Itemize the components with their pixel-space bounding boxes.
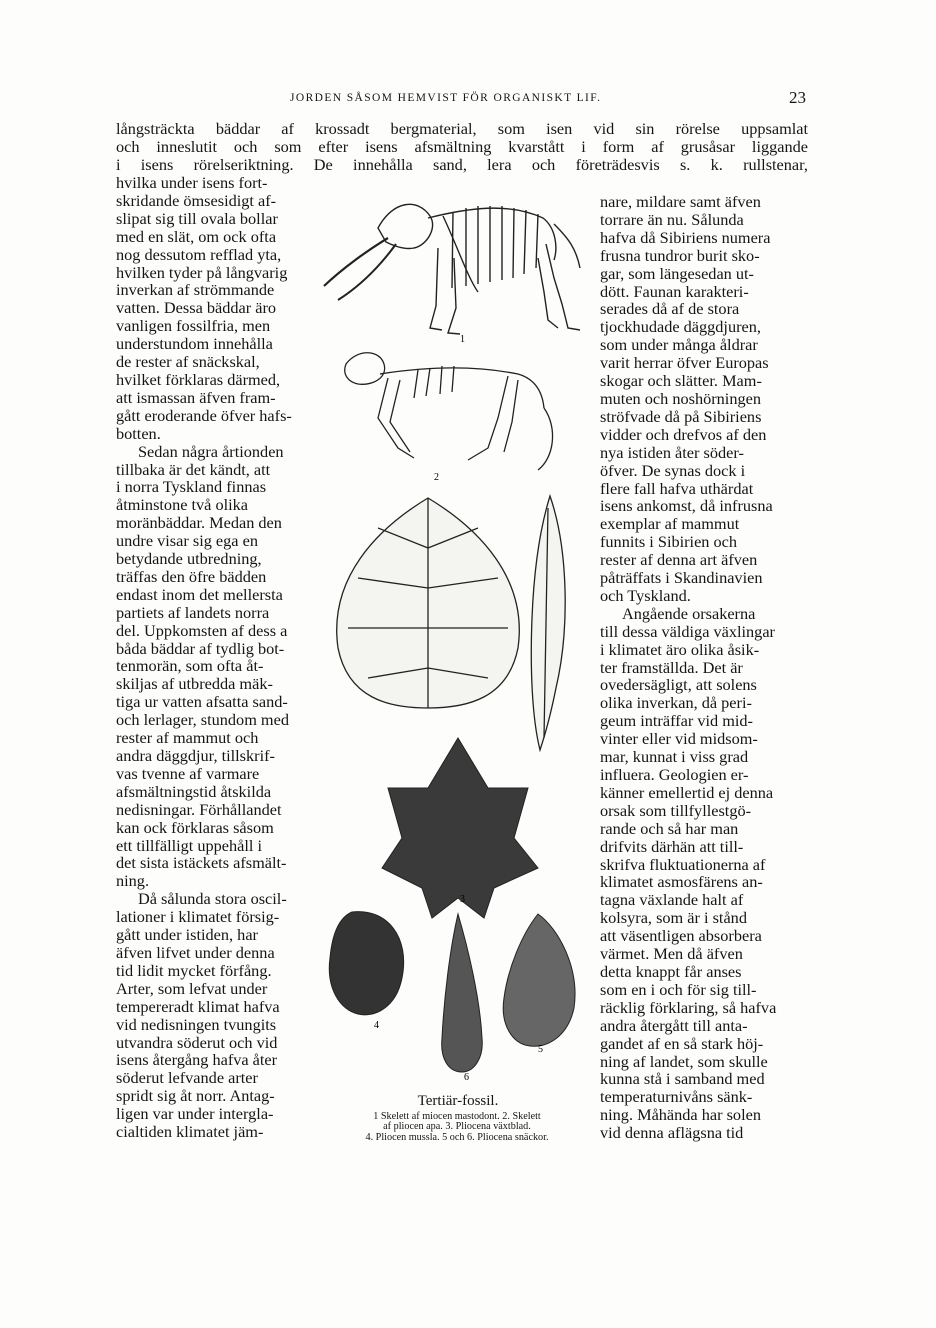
text-line: att väsentligen absorbera bbox=[600, 926, 762, 946]
text-line: serades då af de stora bbox=[600, 299, 740, 319]
text-line: nedisningar. Förhållandet bbox=[116, 799, 282, 819]
figure-number-4: 4 bbox=[374, 1020, 379, 1031]
text-line: att ismassan äfven fram- bbox=[116, 387, 276, 407]
text-line: moränbäddar. Medan den bbox=[116, 513, 282, 533]
text-line: nare, mildare samt äfven bbox=[600, 192, 761, 211]
text-line: båda bäddar af tydlig bot- bbox=[116, 638, 285, 658]
text-line: hafva då Sibiriens numera bbox=[600, 227, 771, 247]
text-line: torrare än nu. Sålunda bbox=[600, 209, 744, 229]
figure-caption bbox=[326, 1112, 588, 1143]
text-line: till dessa väldiga växlingar bbox=[600, 621, 775, 641]
text-line: vid denna aflägsna tid bbox=[600, 1123, 744, 1143]
text-line: skrifva fluktuationerna af bbox=[600, 854, 766, 874]
text-line: spridt sig åt norr. Antag- bbox=[116, 1086, 275, 1106]
text-line: öfver. De synas dock i bbox=[600, 460, 746, 480]
text-line: olika inverkan, då peri- bbox=[600, 693, 752, 713]
caption-line: af pliocen apa. 3. Pliocena växtblad. bbox=[383, 1121, 531, 1133]
text-line: isens återgång hafva åter bbox=[116, 1050, 278, 1070]
text-line: räcklig förklaring, så hafva bbox=[600, 997, 777, 1017]
text-line: Sedan några årtionden bbox=[138, 441, 284, 461]
text-line: del. Uppkomsten af dess a bbox=[116, 620, 288, 640]
fossil-illustration bbox=[318, 188, 596, 1088]
text-line: ett tillfälligt uppehåll i bbox=[116, 835, 263, 855]
text-line: afsmältningstid åtskilda bbox=[116, 781, 272, 801]
text-line: understundom innehålla bbox=[116, 334, 273, 354]
figure-title: Tertiär-fossil. bbox=[417, 1093, 499, 1109]
text-line: tjockhudade däggdjuren, bbox=[600, 317, 761, 337]
text-line: detta knappt får anses bbox=[600, 961, 742, 981]
text-line: exemplar af mammut bbox=[600, 514, 740, 534]
text-line: rester af mammut och bbox=[116, 728, 259, 748]
caption-line: 4. Pliocen mussla. 5 och 6. Pliocena snäckor. bbox=[365, 1131, 549, 1143]
text-line: Då sålunda stora oscil- bbox=[138, 889, 287, 909]
text-line: botten. bbox=[116, 423, 161, 443]
text-line: frusna tundror burit sko- bbox=[600, 245, 760, 265]
text-line: som under många åldrar bbox=[600, 335, 758, 355]
willow-leaf-illustration bbox=[531, 496, 565, 750]
figure-number-2: 2 bbox=[434, 472, 439, 483]
text-line: betydande utbredning, bbox=[116, 549, 262, 569]
text-line: påträffats i Skandinavien bbox=[600, 568, 763, 588]
text-line: skridande ömsesidigt af- bbox=[116, 190, 277, 210]
text-line: äfven lifvet under denna bbox=[116, 942, 275, 962]
text-line: ning. bbox=[116, 871, 150, 891]
text-line: känner emellertid ej denna bbox=[600, 782, 774, 802]
text-line: i klimatet äro olika åsik- bbox=[600, 639, 760, 659]
text-line: varit herrar öfver Europas bbox=[600, 353, 769, 373]
text-line: tagna växlande halt af bbox=[600, 890, 744, 910]
text-line: andra återgått till anta- bbox=[600, 1015, 748, 1035]
text-line: som en i och för sig till- bbox=[600, 979, 757, 999]
text-line: åtminstone två olika bbox=[116, 495, 249, 515]
text-line: nog dessutom refflad yta, bbox=[116, 244, 282, 264]
text-line: tiga ur vatten afsatta sand- bbox=[116, 692, 288, 712]
text-line: ning. Måhända har solen bbox=[600, 1105, 761, 1125]
text-line: hvilka under isens fort- bbox=[116, 173, 268, 192]
text-line: geum inträffar vid mid- bbox=[600, 711, 753, 731]
text-line: värmet. Men då äfven bbox=[600, 944, 743, 964]
figure-number-3: 3 bbox=[460, 894, 465, 905]
text-line: ovedersägligt, att solens bbox=[600, 675, 757, 695]
text-line: funnits i Sibirien och bbox=[600, 532, 738, 552]
text-line: hvilken tyder på långvarig bbox=[116, 262, 288, 282]
text-line: kan ock förklaras såsom bbox=[116, 817, 274, 837]
text-line: tillbaka är det kändt, att bbox=[116, 459, 271, 479]
text-line: utvandra söderut och vid bbox=[116, 1032, 278, 1052]
text-line: muten och noshörningen bbox=[600, 388, 761, 408]
text-line: och Tyskland. bbox=[600, 585, 691, 605]
text-line: ning af landet, som skulle bbox=[600, 1051, 768, 1071]
text-line: ter framställda. Det är bbox=[600, 657, 743, 677]
text-line: ligen var under intergla- bbox=[116, 1104, 274, 1124]
text-line: det sista istäckets afsmält- bbox=[116, 853, 287, 873]
right-column bbox=[600, 193, 804, 1142]
ape-skeleton-illustration bbox=[345, 353, 553, 470]
fossil-figure bbox=[318, 188, 596, 1148]
text-line: partiets af landets norra bbox=[116, 602, 270, 622]
text-line: med en slät, om ock ofta bbox=[116, 226, 277, 246]
text-line: isens ankomst, då infrusna bbox=[600, 496, 773, 516]
text-line: gandet af en så stark höj- bbox=[600, 1033, 764, 1053]
text-line: i norra Tyskland finnas bbox=[116, 477, 267, 497]
text-line: vidder och drefvos af den bbox=[600, 424, 767, 444]
text-line: tid lidit mycket förfång. bbox=[116, 960, 272, 980]
poplar-leaf-illustration bbox=[337, 498, 520, 708]
text-line: gått eroderande öfver hafs- bbox=[116, 405, 292, 425]
text-line: Angående orsakerna bbox=[622, 603, 756, 623]
text-line: undre visar sig ega en bbox=[116, 531, 258, 551]
text-line: vinter eller vid midsom- bbox=[600, 729, 758, 749]
text-line: träffas den öfre bädden bbox=[116, 566, 267, 586]
text-line: och lerlager, stundom med bbox=[116, 710, 289, 730]
text-line: söderut lefvande arter bbox=[116, 1068, 258, 1088]
text-line: nya istiden åter söder- bbox=[600, 442, 744, 462]
text-line: vas tvenne af varmare bbox=[116, 763, 260, 783]
figure-number-5: 5 bbox=[538, 1044, 543, 1055]
maple-leaf-illustration bbox=[382, 738, 538, 918]
text-line: de rester af snäckskal, bbox=[116, 352, 260, 372]
page-header bbox=[116, 90, 806, 110]
text-line: endast inom det mellersta bbox=[116, 584, 283, 604]
text-line: orsak som tillfyllestgö- bbox=[600, 800, 752, 820]
text-line: mar, kunnat i viss grad bbox=[600, 747, 749, 767]
text-line: och inneslutit och som efter isens afsmältning kvarstått i form af grusåsar liggande bbox=[116, 136, 808, 156]
text-line: temperaturnivåns sänk- bbox=[600, 1087, 753, 1107]
text-line: skiljas af utbredda mäk- bbox=[116, 674, 273, 694]
spire-snail-illustration bbox=[442, 914, 483, 1072]
text-line: gar, som längesedan ut- bbox=[600, 263, 754, 283]
figure-number-6: 6 bbox=[464, 1072, 469, 1083]
mussel-illustration bbox=[329, 912, 403, 1015]
text-line: cialtiden klimatet jäm- bbox=[116, 1122, 264, 1142]
caption-line: 1 Skelett af miocen mastodont. 2. Skelett bbox=[373, 1111, 541, 1122]
text-line: lationer i klimatet försig- bbox=[116, 907, 280, 927]
running-title: JORDEN SÅSOM HEMVIST FÖR ORGANISKT LIF. bbox=[290, 92, 602, 104]
text-line: klimatet asmosfärens an- bbox=[600, 872, 763, 892]
text-line: vatten. Dessa bäddar äro bbox=[116, 298, 277, 318]
text-line: drifvits därhän att till- bbox=[600, 836, 744, 856]
text-line: kolsyra, som är i stånd bbox=[600, 908, 747, 928]
text-line: tempereradt klimat hafva bbox=[116, 996, 280, 1016]
text-line: i isens rörelseriktning. De innehålla sand, lera och företrädesvis s. k. rullstenar, bbox=[116, 154, 808, 174]
full-width-paragraph bbox=[116, 120, 808, 174]
whelk-illustration bbox=[503, 914, 575, 1046]
text-line: gått under istiden, har bbox=[116, 925, 258, 945]
text-line: långsträckta bäddar af krossadt bergmaterial, som isen vid sin rörelse uppsamlat bbox=[116, 119, 808, 138]
text-line: andra däggdjur, tillskrif- bbox=[116, 746, 275, 765]
text-line: vanligen fossilfria, men bbox=[116, 316, 271, 336]
mastodon-skeleton-illustration bbox=[324, 204, 580, 334]
text-line: ströfvade då på Sibiriens bbox=[600, 406, 762, 426]
text-line: flere fall hafva uthärdat bbox=[600, 478, 754, 498]
text-line: kunna stå i samband med bbox=[600, 1069, 765, 1089]
text-line: Arter, som lefvat under bbox=[116, 978, 268, 998]
figure-number-1: 1 bbox=[460, 334, 465, 345]
text-line: skogar och slätter. Mam- bbox=[600, 371, 762, 391]
text-line: hvilket förklaras därmed, bbox=[116, 369, 281, 389]
text-line: tenmorän, som ofta åt- bbox=[116, 656, 264, 676]
left-column bbox=[116, 174, 314, 1141]
page-number: 23 bbox=[789, 88, 806, 107]
text-line: rande och så har man bbox=[600, 818, 739, 838]
text-line: inverkan af strömmande bbox=[116, 280, 275, 300]
text-line: influera. Geologien er- bbox=[600, 765, 749, 784]
text-line: rester af denna art äfven bbox=[600, 550, 758, 570]
text-line: vid nedisningen tvungits bbox=[116, 1014, 277, 1034]
text-line: dött. Faunan karakteri- bbox=[600, 281, 749, 301]
text-line: slipat sig till ovala bollar bbox=[116, 208, 278, 228]
